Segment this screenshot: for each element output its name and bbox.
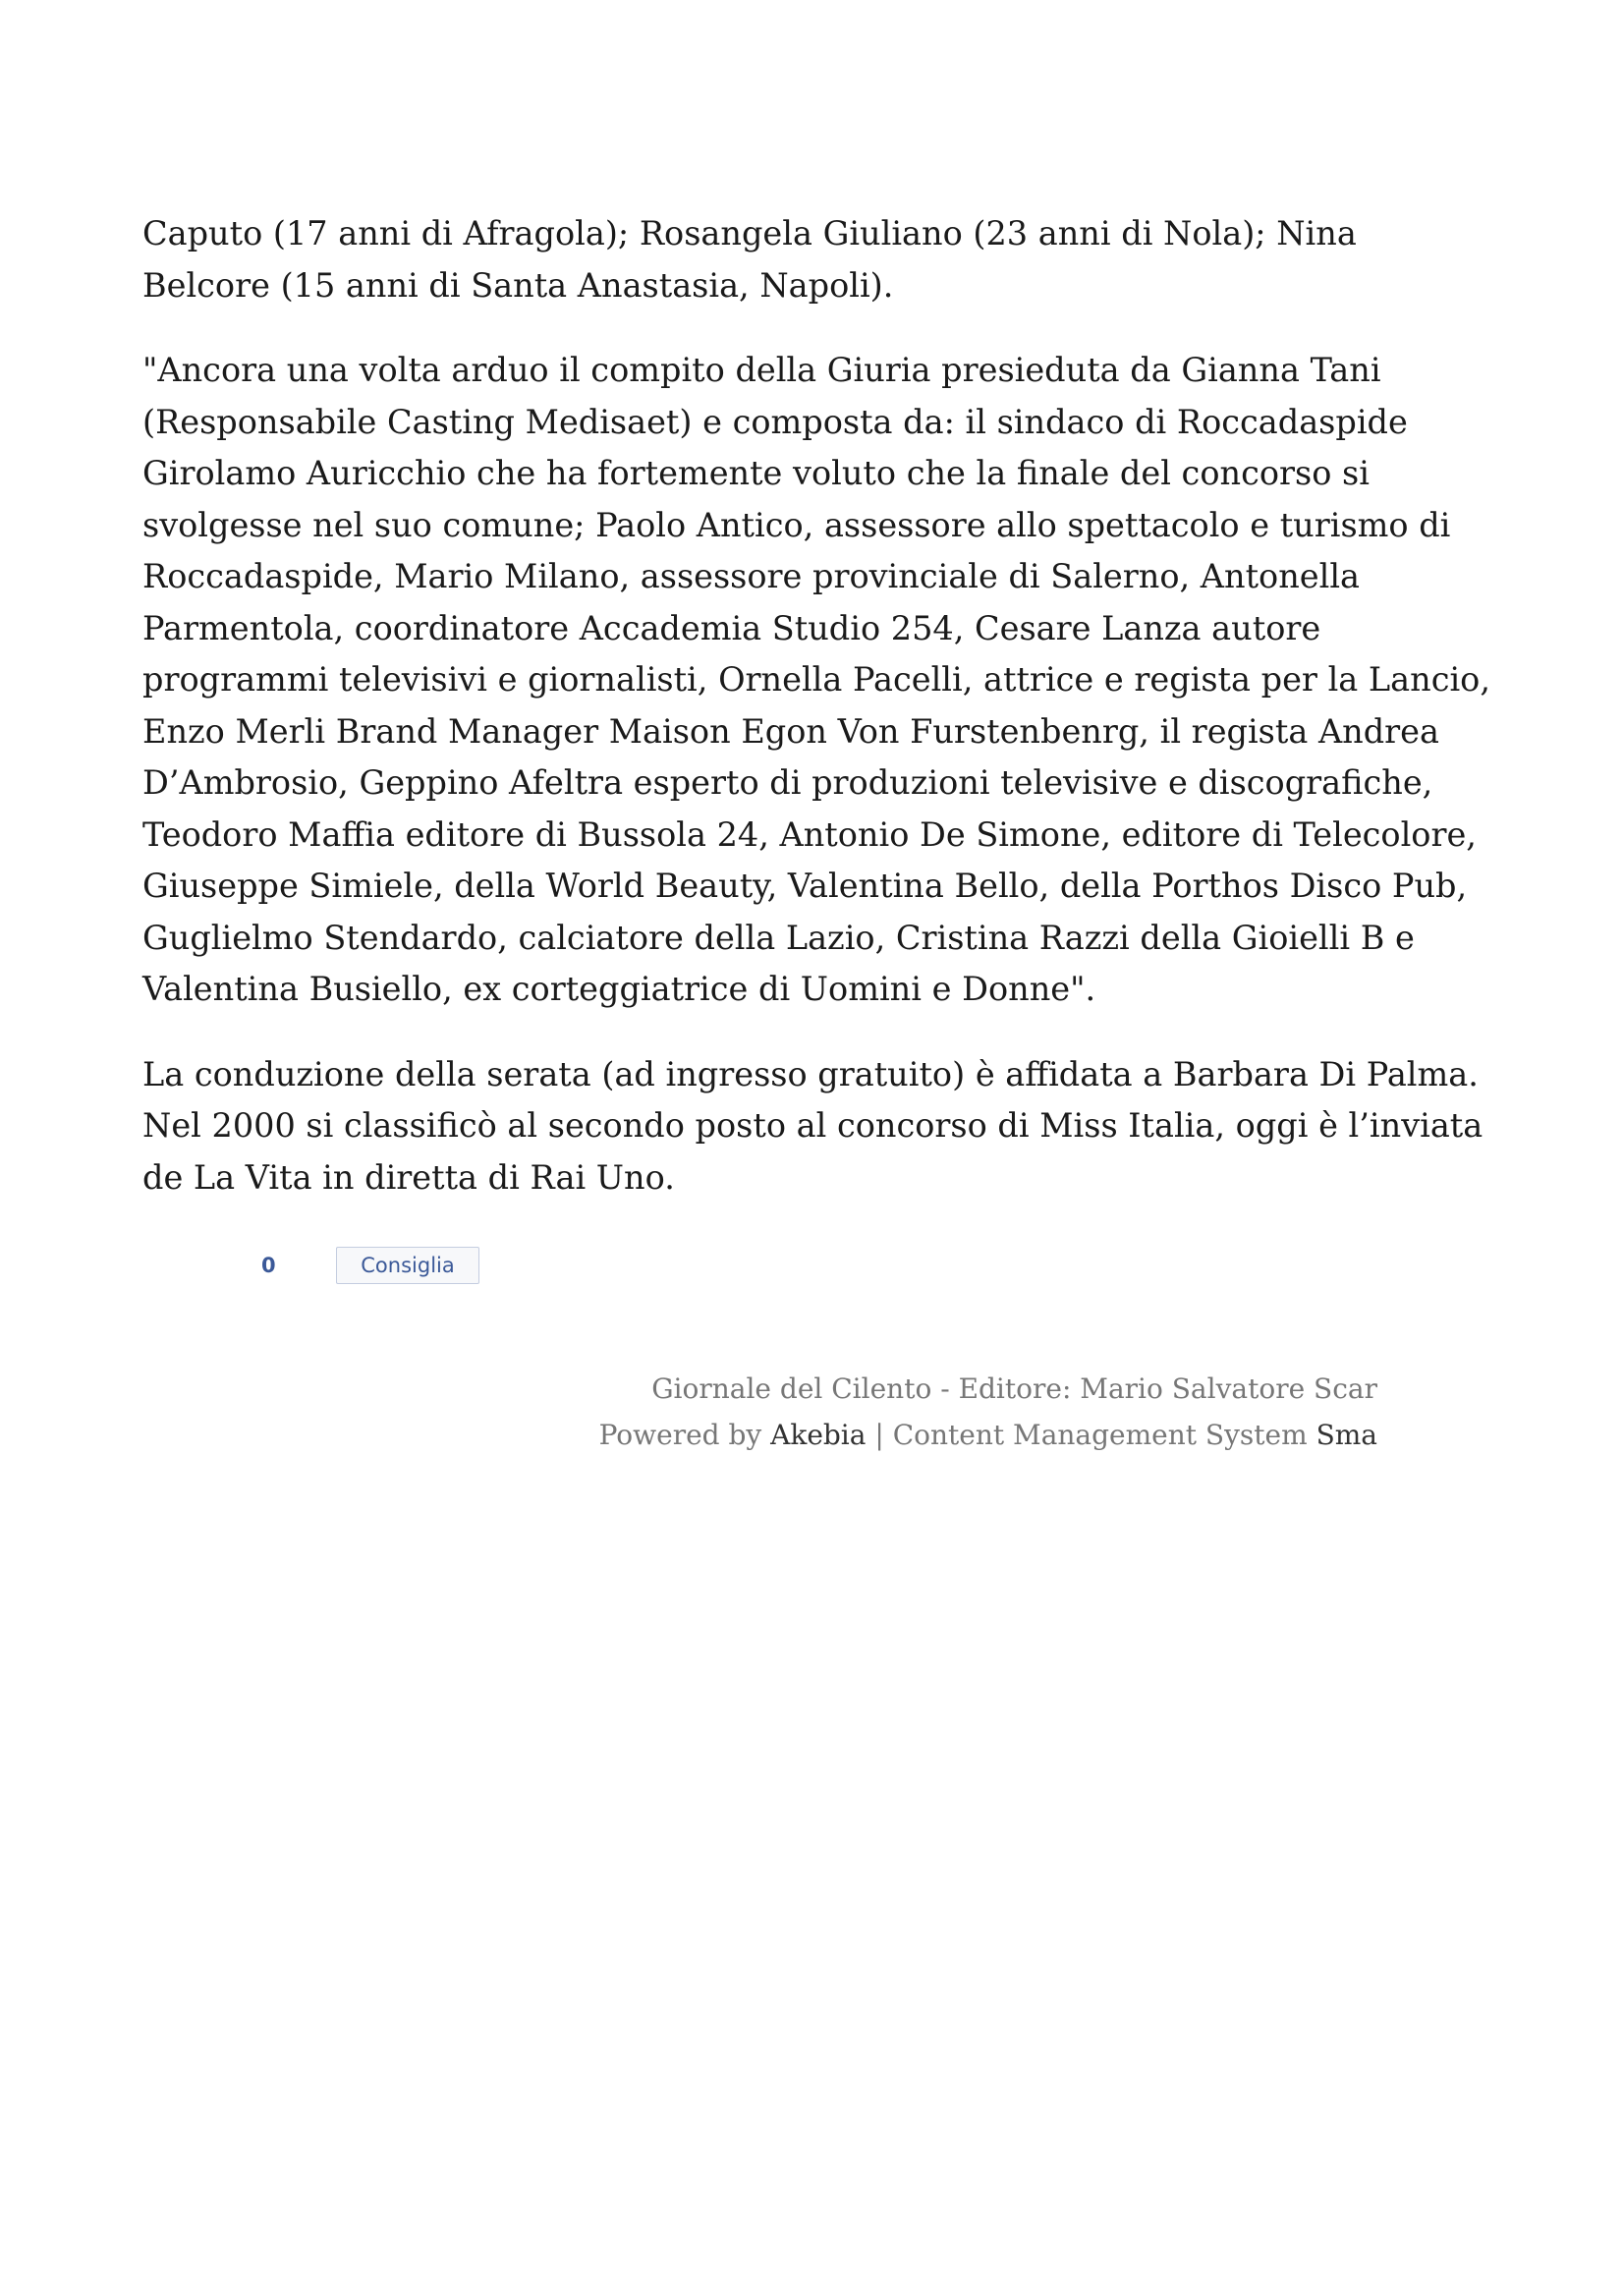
footer-credits: [589, 1412, 1377, 1458]
paragraph-line: Roccadaspide, Mario Milano, assessore provinciale di Salerno, Antonella: [142, 557, 1361, 595]
paragraph-line: D’Ambrosio, Geppino Afeltra esperto di produzioni televisive e discografiche,: [142, 763, 1433, 802]
paragraph-line: svolgesse nel suo comune; Paolo Antico, assessore allo spettacolo e turismo di: [142, 505, 1451, 544]
paragraph-line: Parmentola, coordinatore Accademia Studio 254, Cesare Lanza autore: [142, 608, 1321, 647]
paragraph-line: Teodoro Maffia editore di Bussola 24, Antonio De Simone, editore di Telecolore,: [142, 814, 1477, 854]
paragraph-line: Valentina Busiello, ex corteggiatrice di Uomini e Donne".: [142, 970, 1096, 1008]
footer-publisher: Giornale del Cilento - Editore: Mario Salvatore Scar: [651, 1372, 1377, 1405]
paragraph-line: de La Vita in diretta di Rai Uno.: [142, 1157, 675, 1197]
akebia-link[interactable]: Akebia: [770, 1419, 867, 1451]
article-paragraph-3: [142, 1049, 1483, 1204]
cms-label: | Content Management System: [866, 1419, 1316, 1451]
paragraph-line: La conduzione della serata (ad ingresso gratuito) è affidata a Barbara Di Palma.: [142, 1054, 1479, 1093]
article-paragraph-1: [142, 208, 1380, 311]
like-button[interactable]: Consiglia: [336, 1247, 479, 1284]
site-footer: [589, 1366, 1377, 1474]
paragraph-line: "Ancora una volta arduo il compito della Giuria presieduta da Gianna Tani: [142, 351, 1381, 389]
article-body: [142, 208, 1490, 1237]
paragraph-line: Enzo Merli Brand Manager Maison Egon Von Furstenbenrg, il regista Andrea: [142, 711, 1439, 751]
paragraph-line: programmi televisivi e giornalisti, Ornella Pacelli, attrice e regista per la Lancio,: [142, 660, 1490, 699]
paragraph-line: Belcore (15 anni di Santa Anastasia, Napoli).: [142, 265, 894, 305]
paragraph-line: Giuseppe Simiele, della World Beauty, Valentina Bello, della Porthos Disco Pub,: [142, 867, 1468, 905]
like-count: 0: [261, 1254, 276, 1277]
paragraph-line: Nel 2000 si classificò al secondo posto al concorso di Miss Italia, oggi è l’inviata: [142, 1106, 1483, 1145]
like-widget: [253, 1246, 479, 1285]
paragraph-line: Guglielmo Stendardo, calciatore della Lazio, Cristina Razzi della Gioielli B e: [142, 918, 1415, 957]
powered-by-label: Powered by: [598, 1419, 771, 1451]
paragraph-line: Girolamo Auricchio che ha fortemente voluto che la finale del concorso si: [142, 454, 1370, 492]
article-paragraph-2: [142, 345, 1490, 1016]
cms-link[interactable]: Sma: [1315, 1419, 1377, 1451]
paragraph-line: Caputo (17 anni di Afragola); Rosangela Giuliano (23 anni di Nola); Nina: [142, 214, 1357, 252]
paragraph-line: (Responsabile Casting Medisaet) e composta da: il sindaco di Roccadaspide: [142, 402, 1408, 441]
